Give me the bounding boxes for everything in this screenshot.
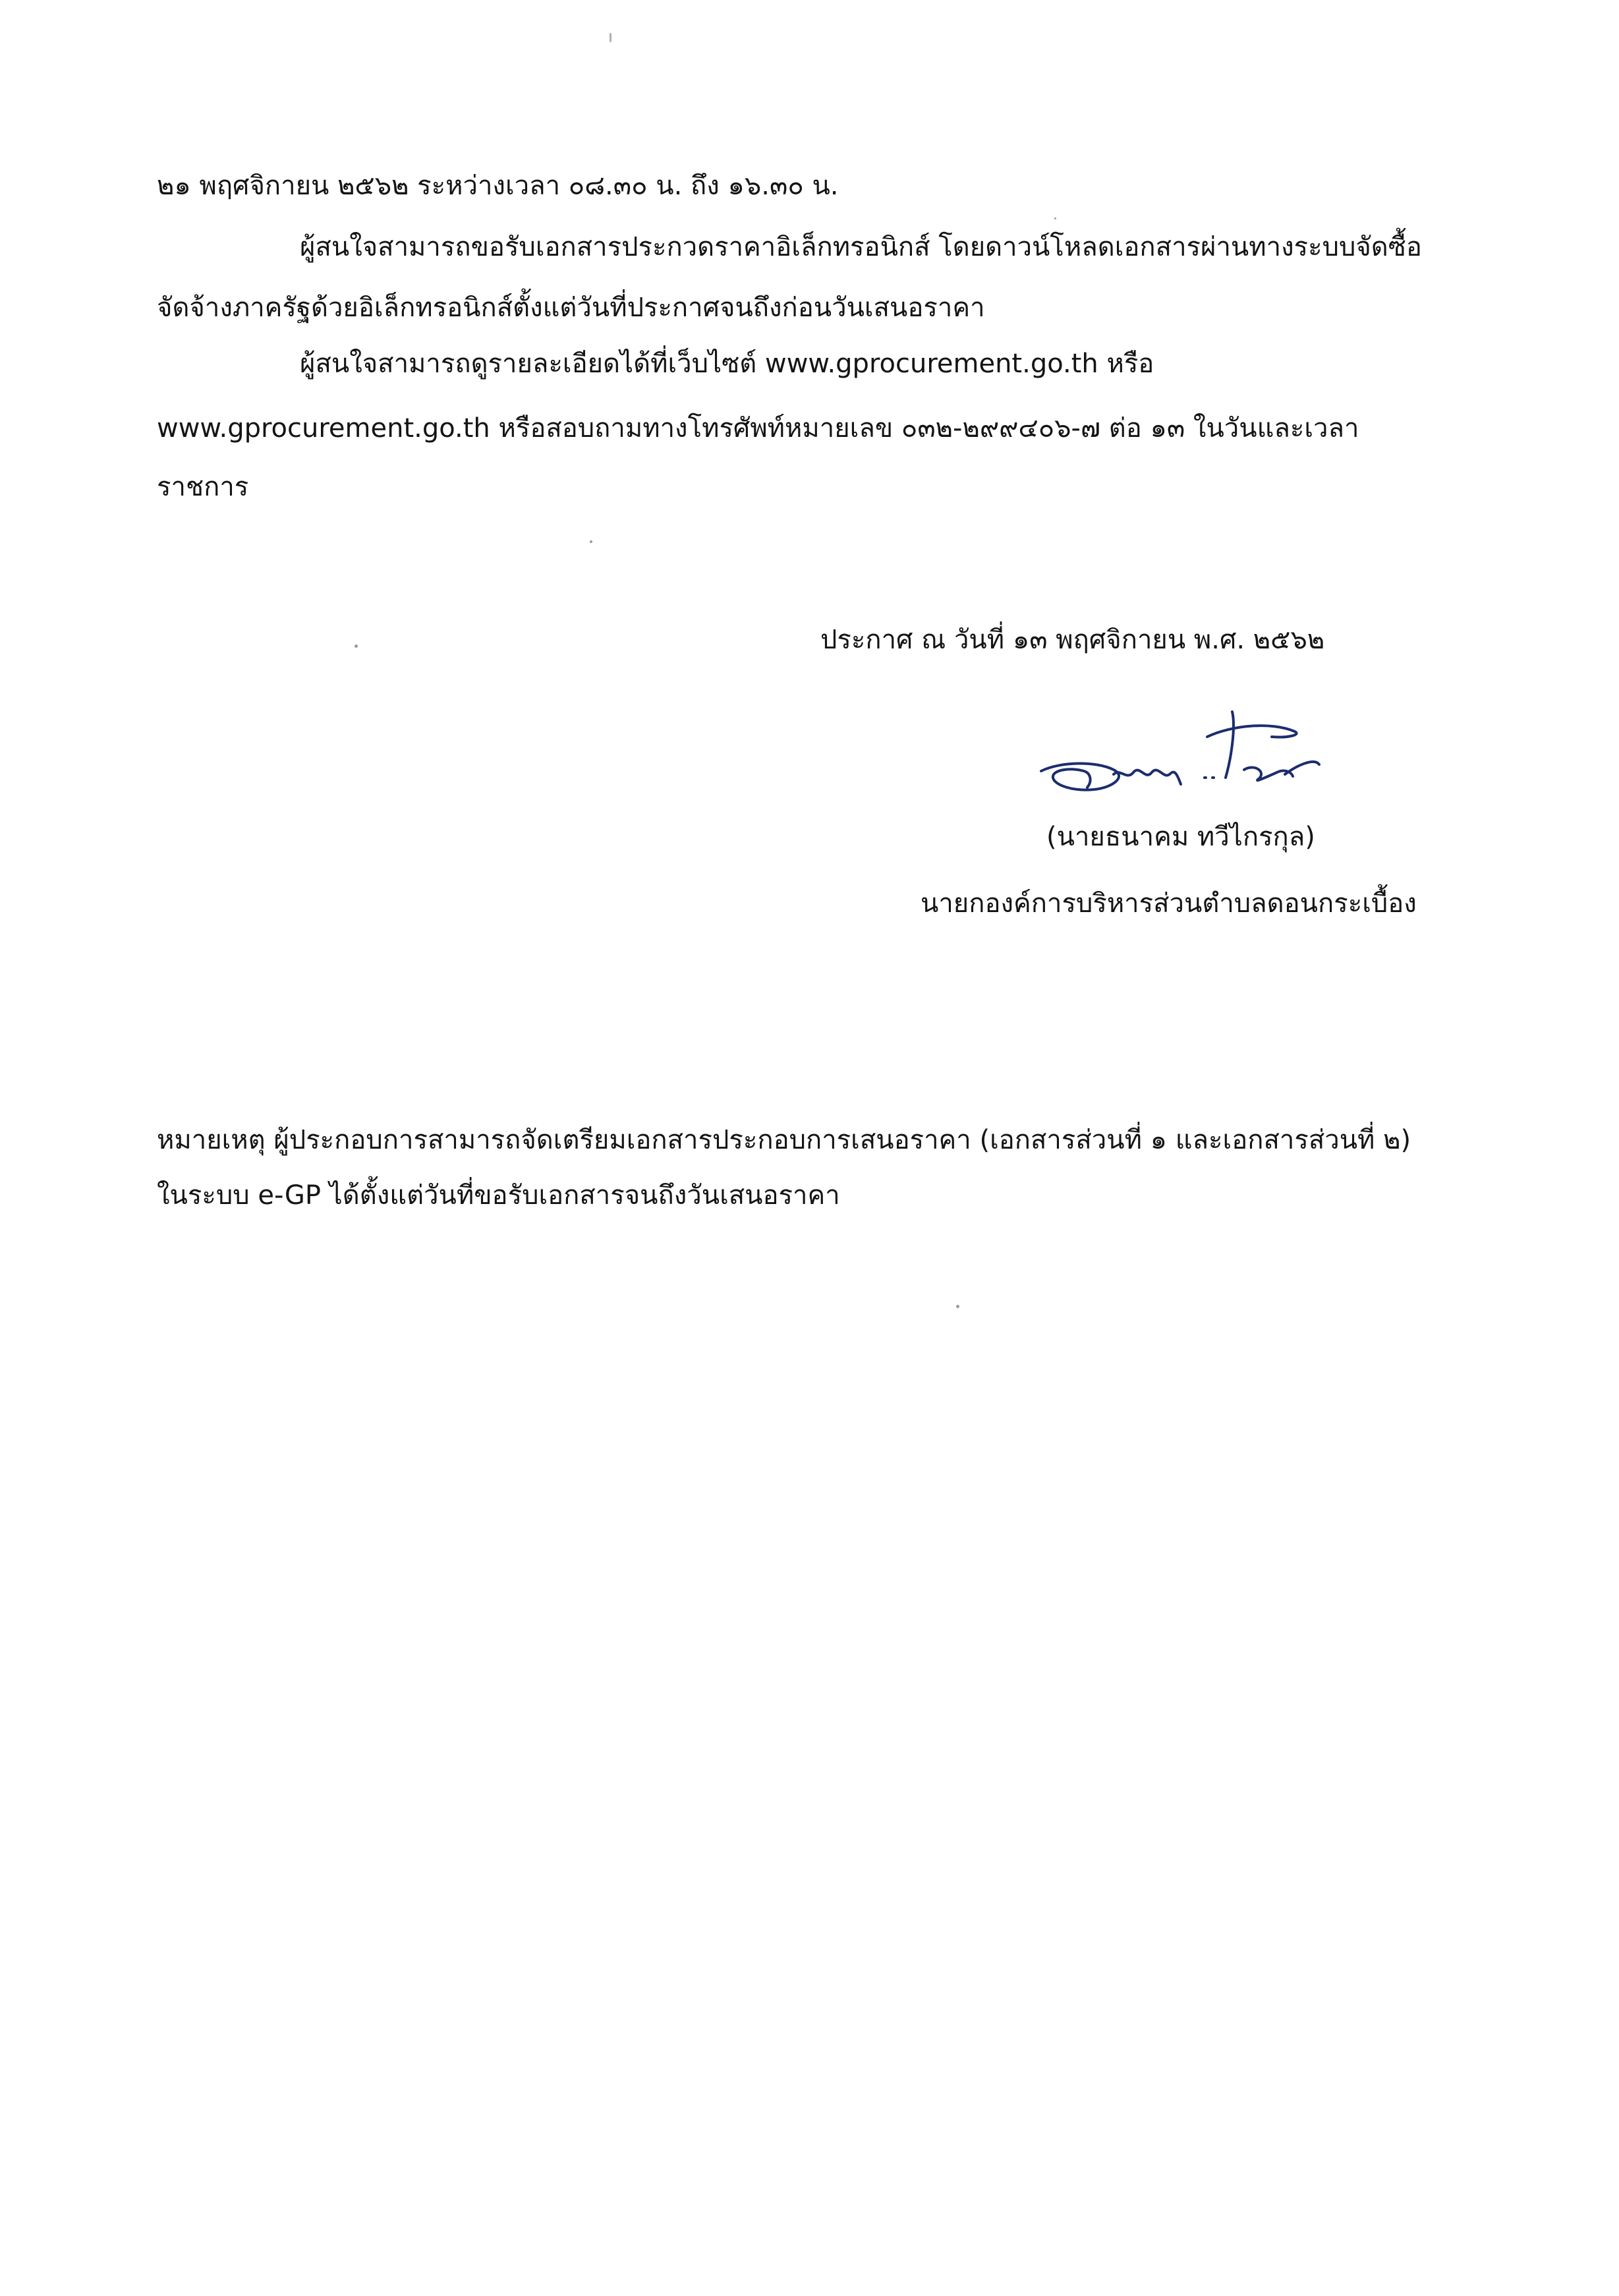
text-paragraph-website-line-3: ราชการ [157, 472, 249, 502]
scan-speck [956, 1305, 959, 1308]
text-paragraph-website-line-1: ผู้สนใจสามารถดูรายละเอียดได้ที่เว็บไซต์ www.gprocurement.go.th หรือ [300, 349, 1154, 379]
text-paragraph-download-line-2: จัดจ้างภาครัฐด้วยอิเล็กทรอนิกส์ตั้งแต่วันที่ประกาศจนถึงก่อนวันเสนอราคา [157, 293, 985, 323]
note-line-2: ในระบบ e-GP ได้ตั้งแต่วันที่ขอรับเอกสารจนถึงวันเสนอราคา [157, 1180, 840, 1211]
signer-name: (นายธนาคม ทวีไกรกุล) [1046, 822, 1315, 852]
text-paragraph-download-line-1: ผู้สนใจสามารถขอรับเอกสารประกวดราคาอิเล็กทรอนิกส์ โดยดาวน์โหลดเอกสารผ่านทางระบบจัดซื้อ [300, 232, 1422, 262]
announce-date: ประกาศ ณ วันที่ ๑๓ พฤศจิกายน พ.ศ. ๒๕๖๒ [820, 625, 1325, 655]
signer-title: นายกองค์การบริหารส่วนตำบลดอนกระเบื้อง [921, 888, 1417, 919]
scan-speck [590, 540, 592, 543]
scan-speck [355, 645, 358, 648]
text-line-date-range: ๒๑ พฤศจิกายน ๒๕๖๒ ระหว่างเวลา ๐๘.๓๐ น. ถึง ๑๖.๓๐ น. [157, 171, 839, 201]
note-line-1: หมายเหตุ ผู้ประกอบการสามารถจัดเตรียมเอกสารประกอบการเสนอราคา (เอกสารส่วนที่ ๑ และเอกสารส่วนที่ ๒) [157, 1125, 1411, 1155]
text-paragraph-website-line-2: www.gprocurement.go.th หรือสอบถามทางโทรศัพท์หมายเลข ๐๓๒-๒๙๙๔๐๖-๗ ต่อ ๑๓ ในวันและเวลา [157, 413, 1359, 444]
signature-image [1035, 699, 1324, 811]
scan-mark [610, 33, 611, 42]
scan-speck [1054, 217, 1056, 219]
